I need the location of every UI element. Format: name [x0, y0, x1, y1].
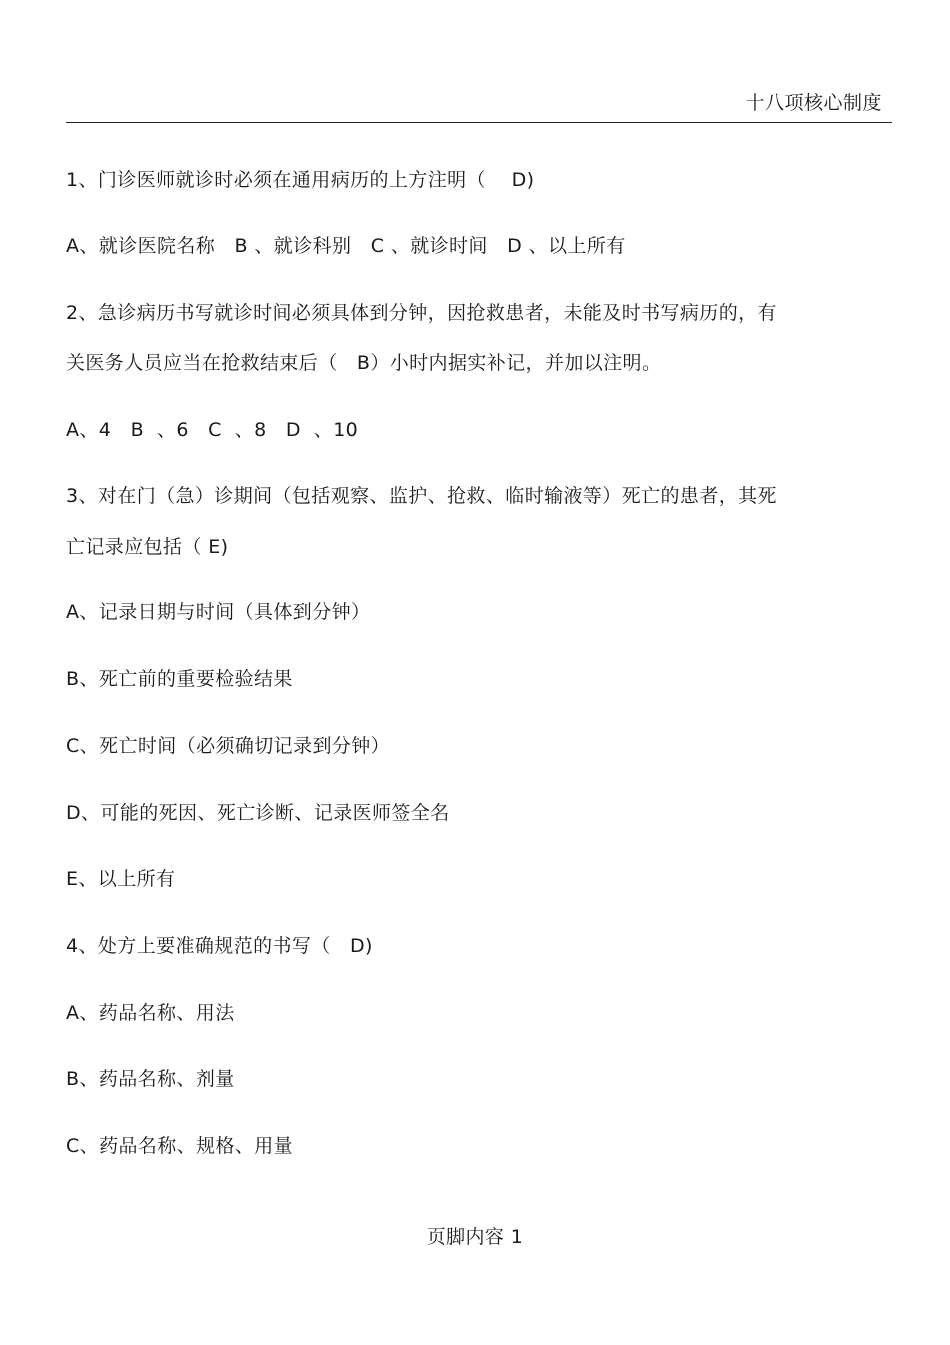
question-4-option-a: A、药品名称、用法 — [66, 1002, 235, 1024]
question-3-text-line-2: 亡记录应包括（ E) — [66, 536, 229, 558]
question-2-options: A、4 B 、6 C 、8 D 、10 — [66, 419, 359, 441]
question-1-text: 1、门诊医师就诊时必须在通用病历的上方注明（ D) — [66, 169, 535, 191]
question-2-text-line-1: 2、急诊病历书写就诊时间必须具体到分钟，因抢救患者，未能及时书写病历的，有 — [66, 302, 777, 324]
page-header — [66, 86, 892, 123]
question-4-option-c: C、药品名称、规格、用量 — [66, 1135, 294, 1157]
question-4-text: 4、处方上要准确规范的书写（ D) — [66, 935, 373, 957]
question-3-option-a: A、记录日期与时间（具体到分钟） — [66, 601, 371, 623]
question-4-option-b: B、药品名称、剂量 — [66, 1068, 235, 1090]
header-title: 十八项核心制度 — [745, 92, 882, 114]
question-2-text-line-2: 关医务人员应当在抢救结束后（ B）小时内据实补记，并加以注明。 — [66, 352, 662, 374]
question-3-option-c: C、死亡时间（必须确切记录到分钟） — [66, 735, 391, 757]
question-3-option-d: D、可能的死因、死亡诊断、记录医师签全名 — [66, 802, 450, 824]
question-3-option-b: B、死亡前的重要检验结果 — [66, 668, 293, 690]
question-3-option-e: E、以上所有 — [66, 868, 176, 890]
question-1-options: A、就诊医院名称 B 、就诊科别 C 、就诊时间 D 、以上所有 — [66, 235, 626, 257]
question-3-text-line-1: 3、对在门（急）诊期间（包括观察、监护、抢救、临时输液等）死亡的患者，其死 — [66, 485, 777, 507]
page-footer: 页脚内容 1 — [426, 1226, 524, 1248]
